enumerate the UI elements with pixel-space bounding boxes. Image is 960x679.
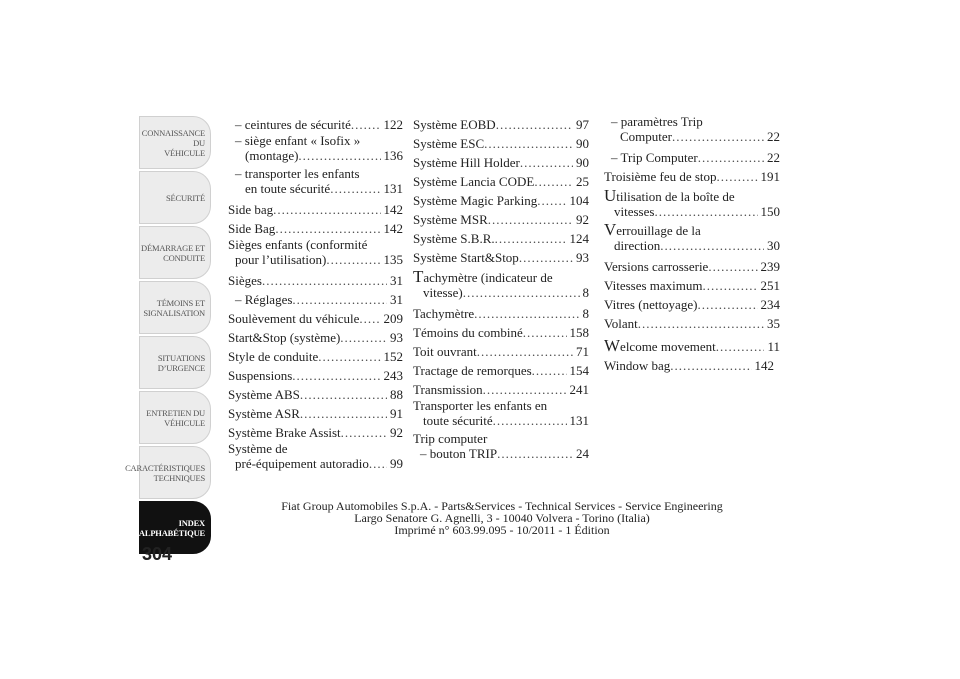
tab-label: INDEX ALPHABÉTIQUE: [138, 517, 205, 538]
tab-caracteristiques-techniques[interactable]: [125, 446, 211, 499]
tab-label: SÉCURITÉ: [165, 192, 205, 203]
index-entry[interactable]: Système Hill Holder ..... 90: [413, 153, 589, 172]
index-entry[interactable]: Système MSR ..... 92: [413, 210, 589, 229]
index-column-2: [413, 115, 589, 465]
index-entry[interactable]: Système ABS ..... 88: [228, 385, 403, 404]
index-entry[interactable]: – transporter les enfants en toute sécurité ..... 131: [228, 167, 403, 196]
index-entry[interactable]: Welcome movement ..... 11: [604, 336, 780, 356]
tab-label: SITUATIONS D’URGENCE: [157, 352, 205, 373]
section-letter: T: [413, 267, 424, 286]
index-entry[interactable]: Volant ..... 35: [604, 314, 780, 333]
footer-line-2: Largo Senatore G. Agnelli, 3 - 10040 Volvera - Torino (Italia): [354, 511, 650, 525]
index-entry[interactable]: Side bag ..... 142: [228, 200, 403, 219]
index-entry[interactable]: Système ESC ..... 90: [413, 134, 589, 153]
index-entry[interactable]: Système Brake Assist ..... 92: [228, 423, 403, 442]
section-tabs: [125, 116, 211, 556]
index-entry[interactable]: Système Lancia CODE ..... 25: [413, 172, 589, 191]
index-entry[interactable]: Side Bag ..... 142: [228, 219, 403, 238]
index-entry[interactable]: Soulèvement du véhicule ..... 209: [228, 309, 403, 328]
tab-label: TÉMOINS ET SIGNALISATION: [143, 297, 205, 318]
index-entry[interactable]: Style de conduite ..... 152: [228, 347, 403, 366]
index-entry[interactable]: Verrouillage de la direction ..... 30: [604, 223, 780, 253]
section-letter: U: [604, 186, 617, 205]
index-entry[interactable]: Système de pré-équipement autoradio ..... 99: [228, 442, 403, 471]
index-entry[interactable]: – paramètres Trip Computer ..... 22: [604, 115, 780, 144]
tab-label: CARACTÉRISTIQUES TECHNIQUES: [125, 462, 205, 483]
tab-demarrage-et-conduite[interactable]: [139, 226, 211, 279]
index-entry[interactable]: Tractage de remorques ..... 154: [413, 361, 589, 380]
index-entry[interactable]: – Trip Computer ..... 22: [604, 148, 780, 167]
index-entry[interactable]: Versions carrosserie ..... 239: [604, 257, 780, 276]
tab-label: ENTRETIEN DU VÉHICULE: [146, 407, 205, 428]
index-entry[interactable]: Témoins du combiné ..... 158: [413, 323, 589, 342]
index-entry[interactable]: Système S.B.R. ..... 124: [413, 229, 589, 248]
index-entry[interactable]: Système ASR ..... 91: [228, 404, 403, 423]
tab-label: DÉMARRAGE ET CONDUITE: [141, 242, 205, 263]
index-entry[interactable]: Tachymètre ..... 8: [413, 304, 589, 323]
index-entry[interactable]: – ceintures de sécurité ..... 122: [228, 115, 403, 134]
index-entry[interactable]: Vitesses maximum ..... 251: [604, 276, 780, 295]
index-entry[interactable]: Tachymètre (indicateur de vitesse) ..... 8: [413, 270, 589, 300]
index-entry[interactable]: Système Start&Stop ..... 93: [413, 248, 589, 267]
footer-line-1: Fiat Group Automobiles S.p.A. - Parts&Services - Technical Services - Service Engineering: [281, 499, 723, 513]
index-entry[interactable]: Troisième feu de stop ..... 191: [604, 167, 780, 186]
index-entry[interactable]: Window bag ..... 142: [604, 356, 774, 375]
tab-entretien-du-vehicule[interactable]: [139, 391, 211, 444]
index-entry[interactable]: Transmission ..... 241: [413, 380, 589, 399]
section-letter: V: [604, 220, 617, 239]
tab-label: CONNAISSANCE DU VÉHICULE: [141, 127, 205, 158]
index-entry[interactable]: Système EOBD ..... 97: [413, 115, 589, 134]
footer-line-3: Imprimé n° 603.99.095 - 10/2011 - 1 Édition: [394, 523, 610, 537]
section-letter: W: [604, 336, 621, 355]
index-entry[interactable]: Sièges ..... 31: [228, 271, 403, 290]
tab-connaissance-du-vehicule[interactable]: [139, 116, 211, 169]
index-entry[interactable]: Utilisation de la boîte de vitesses ..... 150: [604, 189, 780, 219]
index-entry[interactable]: Start&Stop (système) ..... 93: [228, 328, 403, 347]
index-entry[interactable]: – siège enfant « Isofix » (montage) ..... 136: [228, 134, 403, 163]
page-number: 304: [142, 544, 173, 564]
publisher-footer: [228, 500, 776, 536]
tab-temoins-et-signalisation[interactable]: [139, 281, 211, 334]
index-entry[interactable]: – Réglages ..... 31: [228, 290, 403, 309]
index-entry[interactable]: Suspensions ..... 243: [228, 366, 403, 385]
tab-situations-d-urgence[interactable]: [139, 336, 211, 389]
index-entry[interactable]: Sièges enfants (conformité pour l’utilisation) ..... 135: [228, 238, 403, 267]
index-entry[interactable]: Toit ouvrant ..... 71: [413, 342, 589, 361]
tab-securite[interactable]: [139, 171, 211, 224]
index-column-1: [228, 115, 403, 475]
index-entry[interactable]: Trip computer – bouton TRIP ..... 24: [413, 432, 589, 461]
index-column-3: [604, 115, 780, 375]
index-entry[interactable]: Transporter les enfants en toute sécurité ..... 131: [413, 399, 589, 428]
index-entry[interactable]: Vitres (nettoyage) ..... 234: [604, 295, 780, 314]
index-entry[interactable]: Système Magic Parking ..... 104: [413, 191, 589, 210]
